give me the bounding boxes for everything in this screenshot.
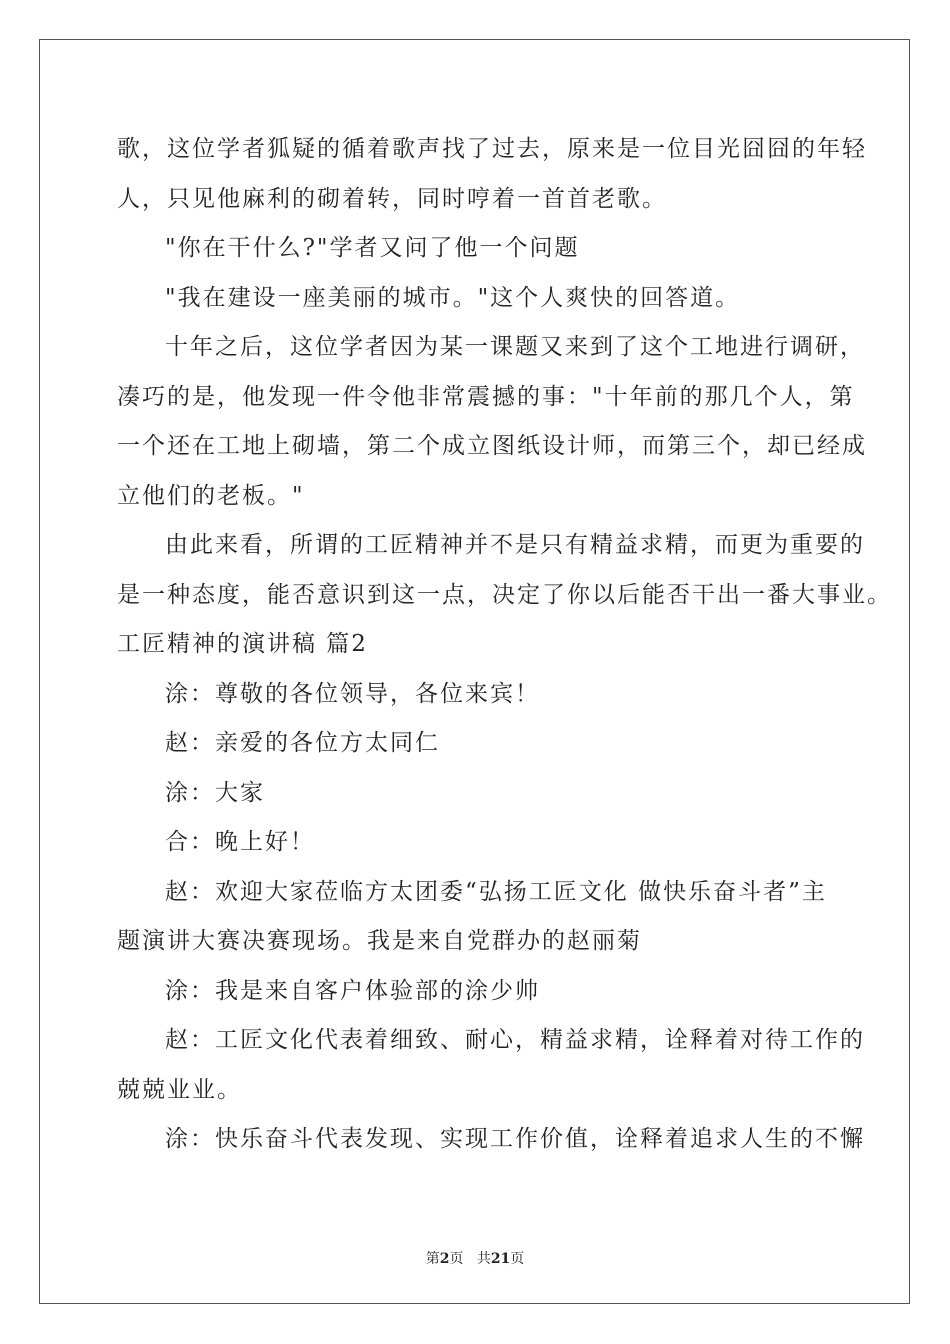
page-footer <box>0 1248 950 1268</box>
footer-total-prefix: 共 <box>476 1251 491 1267</box>
text-line: 赵：工匠文化代表着细致、耐心，精益求精，诠释着对待工作的 <box>165 1027 865 1053</box>
text-line: 题演讲大赛决赛现场。我是来自党群办的赵丽菊 <box>117 928 642 954</box>
text-line: 人，只见他麻利的砌着转，同时哼着一首首老歌。 <box>117 185 667 212</box>
text-line: 涂：尊敬的各位领导，各位来宾！ <box>165 680 540 707</box>
text-line: 涂：快乐奋斗代表发现、实现工作价值，诠释着追求人生的不懈 <box>165 1126 865 1152</box>
text-line: "我在建设一座美丽的城市。"这个人爽快的回答道。 <box>165 284 741 311</box>
text-line: 兢兢业业。 <box>117 1076 242 1103</box>
current-page-number: 2 <box>439 1251 450 1267</box>
text-line: 涂：大家 <box>165 779 265 806</box>
text-line: 赵：亲爱的各位方太同仁 <box>165 730 440 756</box>
text-line: 十年之后，这位学者因为某一课题又来到了这个工地进行调研， <box>165 334 865 360</box>
text-line: 合：晚上好！ <box>165 829 315 855</box>
text-line: 是一种态度，能否意识到这一点，决定了你以后能否干出一番大事业。 <box>117 581 892 608</box>
text-line: 工匠精神的演讲稿 篇2 <box>117 631 368 657</box>
total-page-count: 21 <box>490 1251 511 1267</box>
text-line: 歌，这位学者狐疑的循着歌声找了过去，原来是一位目光囧囧的年轻 <box>117 136 867 162</box>
text-line: 一个还在工地上砌墙，第二个成立图纸设计师，而第三个，却已经成 <box>117 433 867 459</box>
footer-total-suffix: 页 <box>510 1251 525 1267</box>
text-line: 由此来看，所谓的工匠精神并不是只有精益求精，而更为重要的 <box>165 532 865 558</box>
text-line: "你在干什么?"学者又问了他一个问题 <box>165 235 580 261</box>
text-line: 赵：欢迎大家莅临方太团委“弘扬工匠文化 做快乐奋斗者”主 <box>165 878 827 905</box>
text-line: 立他们的老板。" <box>117 482 305 509</box>
text-line: 凑巧的是，他发现一件令他非常震撼的事："十年前的那几个人，第 <box>117 383 855 410</box>
footer-page-suffix: 页 <box>449 1251 464 1267</box>
text-line: 涂：我是来自客户体验部的涂少帅 <box>165 977 540 1004</box>
document-body <box>117 125 892 1165</box>
footer-prefix: 第 <box>425 1251 440 1267</box>
